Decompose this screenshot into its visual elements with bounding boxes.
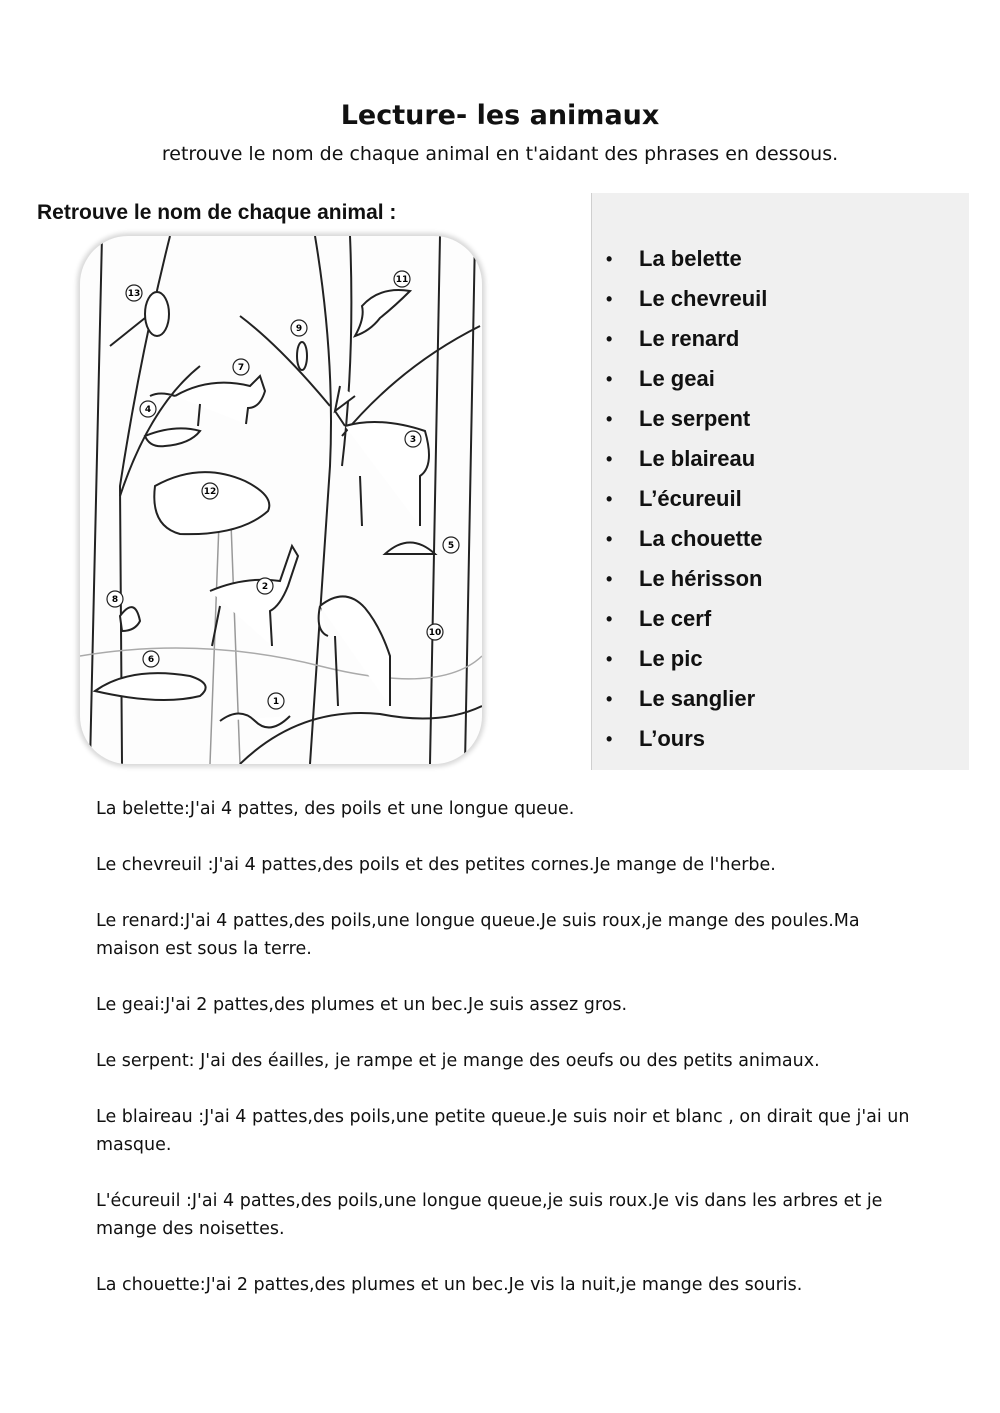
number-label-9: 9 xyxy=(295,324,303,334)
number-label-1: 1 xyxy=(272,697,280,707)
word-bank-label: L’écureuil xyxy=(639,486,742,511)
word-bank-item xyxy=(606,359,767,399)
hedgehog-drawing xyxy=(385,543,435,555)
bullet-icon: • xyxy=(606,408,613,429)
word-bank-label: Le chevreuil xyxy=(639,286,768,311)
rock xyxy=(240,706,482,764)
description-ecureuil: L'écureuil :J'ai 4 pattes,des poils,une longue queue,je suis roux.Je vis dans les arbres et je mange des noisettes. xyxy=(96,1191,883,1239)
jay-drawing xyxy=(355,290,410,336)
stag-drawing xyxy=(335,386,429,526)
word-bank-label: Le sanglier xyxy=(639,686,756,711)
bullet-icon: • xyxy=(606,608,613,629)
word-bank-item xyxy=(606,399,767,439)
description-chevreuil: Le chevreuil :J'ai 4 pattes,des poils et des petites cornes.Je mange de l'herbe. xyxy=(96,855,776,875)
number-label-7: 7 xyxy=(237,363,245,373)
page-title: Lecture- les animaux xyxy=(340,100,660,131)
word-bank-label: Le blaireau xyxy=(639,446,756,471)
squirrel-drawing xyxy=(120,607,140,631)
word-bank-item xyxy=(606,719,767,759)
word-bank-label: Le cerf xyxy=(639,606,712,631)
word-bank-item xyxy=(606,599,767,639)
right-tree-trunk xyxy=(430,236,475,764)
description-chouette: La chouette:J'ai 2 pattes,des plumes et un bec.Je vis la nuit,je mange des souris. xyxy=(96,1275,803,1295)
word-bank-label: Le pic xyxy=(639,646,703,671)
description-geai: Le geai:J'ai 2 pattes,des plumes et un bec.Je suis assez gros. xyxy=(96,995,628,1015)
number-label-10: 10 xyxy=(428,628,442,638)
word-bank-label: Le hérisson xyxy=(639,566,763,591)
word-bank-item xyxy=(606,319,767,359)
word-bank-item xyxy=(606,519,767,559)
word-bank-item xyxy=(606,439,767,479)
word-bank-label: Le geai xyxy=(639,366,715,391)
forest-scene-drawing xyxy=(80,236,482,764)
word-bank-label: La chouette xyxy=(639,526,763,551)
bullet-icon: • xyxy=(606,448,613,469)
number-label-2: 2 xyxy=(261,582,269,592)
description-renard: Le renard:J'ai 4 pattes,des poils,une longue queue.Je suis roux,je mange des poules.Ma maison est sous la terre. xyxy=(96,911,860,959)
badger-drawing xyxy=(95,673,206,700)
word-bank-item xyxy=(606,639,767,679)
bullet-icon: • xyxy=(606,688,613,709)
owl-drawing xyxy=(145,292,169,336)
woodpecker-drawing xyxy=(297,342,307,370)
word-bank-item xyxy=(606,479,767,519)
weasel-drawing xyxy=(145,428,200,446)
bullet-icon: • xyxy=(606,288,613,309)
word-bank-item xyxy=(606,679,767,719)
word-bank-item xyxy=(606,279,767,319)
number-label-12: 12 xyxy=(203,487,217,497)
number-label-13: 13 xyxy=(127,289,141,299)
animal-descriptions xyxy=(96,795,916,1327)
roe-deer-drawing xyxy=(210,546,298,646)
description-serpent: Le serpent: J'ai des éailles, je rampe et je mange des oeufs ou des petits animaux. xyxy=(96,1051,820,1071)
number-label-11: 11 xyxy=(395,275,409,285)
section-heading: Retrouve le nom de chaque animal : xyxy=(37,201,397,224)
word-bank-item xyxy=(606,239,767,279)
number-label-8: 8 xyxy=(111,595,119,605)
center-tree-trunk xyxy=(310,236,351,764)
bullet-icon: • xyxy=(606,488,613,509)
word-bank-list xyxy=(606,239,767,759)
bullet-icon: • xyxy=(606,728,613,749)
number-label-6: 6 xyxy=(147,655,155,665)
bullet-icon: • xyxy=(606,568,613,589)
bullet-icon: • xyxy=(606,328,613,349)
bullet-icon: • xyxy=(606,648,613,669)
word-bank-label: L’ours xyxy=(639,726,706,751)
word-bank-item xyxy=(606,559,767,599)
number-label-5: 5 xyxy=(447,541,455,551)
snake-drawing xyxy=(220,714,290,728)
bullet-icon: • xyxy=(606,368,613,389)
page-subtitle: retrouve le nom de chaque animal en t'aidant des phrases en dessous. xyxy=(161,143,839,165)
boar-drawing xyxy=(154,472,269,534)
number-label-4: 4 xyxy=(144,405,152,415)
word-bank-panel xyxy=(591,193,969,770)
forest-animals-illustration xyxy=(80,236,482,764)
description-belette: La belette:J'ai 4 pattes, des poils et une longue queue. xyxy=(96,799,575,819)
word-bank-label: Le serpent xyxy=(639,406,751,431)
description-blaireau: Le blaireau :J'ai 4 pattes,des poils,une petite queue.Je suis noir et blanc , on dirait que j'ai un masque. xyxy=(96,1107,910,1155)
number-label-3: 3 xyxy=(409,435,417,445)
bear-drawing xyxy=(319,596,390,706)
bullet-icon: • xyxy=(606,248,613,269)
word-bank-label: La belette xyxy=(639,246,742,271)
word-bank-label: Le renard xyxy=(639,326,740,351)
bullet-icon: • xyxy=(606,528,613,549)
